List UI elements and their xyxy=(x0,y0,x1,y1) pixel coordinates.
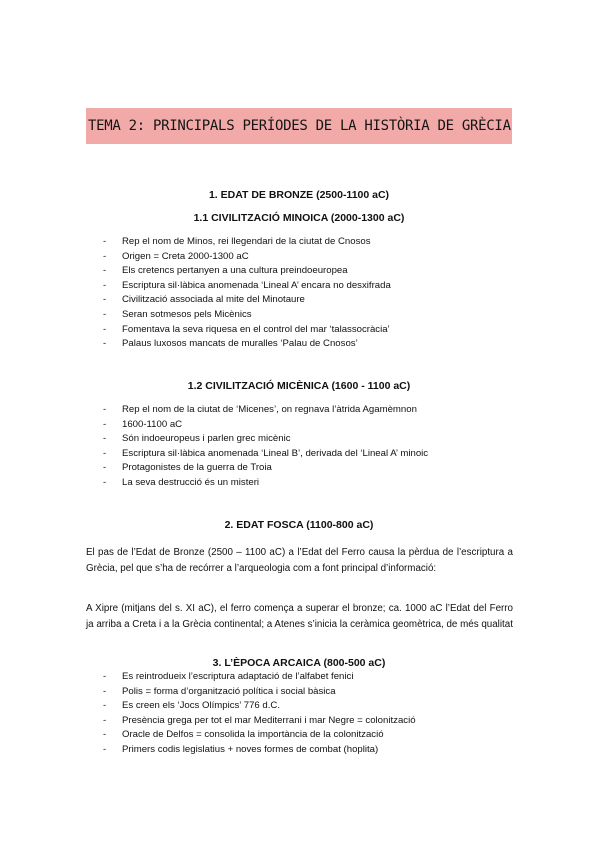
list-item: - Rep el nom de la ciutat de ‘Micenes’, on regnava l’àtrida Agamèmnon xyxy=(103,404,417,415)
list-item: - Escriptura sil·làbica anomenada ‘Lineal A’ encara no desxifrada xyxy=(103,279,391,291)
section-heading-mycenaean: 1.2 CIVILITZACIÓ MICÈNICA (1600 - 1100 aC) xyxy=(187,380,411,392)
list-item: - Seran sotmesos pels Micènics xyxy=(103,308,252,320)
list-item: - Són indoeuropeus i parlen grec micènic xyxy=(103,433,291,445)
dark-age-paragraph-2: A Xipre (mitjans del s. XI aC), el ferro comença a superar el bronze; ca. 1000 aC l’Edat del Ferro ja arriba a Creta i a la Grècia continental; a Atenes s’inicia la ceràmica geomètrica, de més qualitat xyxy=(86,603,513,630)
list-item: - Origen = Creta 2000-1300 aC xyxy=(103,250,249,262)
archaic-list xyxy=(100,670,512,758)
section-heading-dark-age: 2. EDAT FOSCA (1100-800 aC) xyxy=(224,519,374,531)
list-item: - Presència grega per tot el mar Mediterrani i mar Negre = colonització xyxy=(103,714,416,726)
list-item: - Oracle de Delfos = consolida la importància de la colonització xyxy=(103,729,384,741)
list-item: - Es creen els ‘Jocs Olímpics’ 776 d.C. xyxy=(103,700,280,712)
list-item: - Es reintrodueix l’escriptura adaptació de l’alfabet fenici xyxy=(103,671,354,682)
minoan-list xyxy=(100,235,512,352)
list-item: - La seva destrucció és un misteri xyxy=(103,476,260,488)
list-item: - Polis = forma d’organització política i social bàsica xyxy=(103,685,336,697)
list-item: - Escriptura sil·làbica anomenada ‘Lineal B’, derivada del ‘Lineal A’ minoic xyxy=(103,447,429,459)
section-heading-archaic: 3. L’ÈPOCA ARCAICA (800-500 aC) xyxy=(212,657,386,669)
list-item: - Fomentava la seva riquesa en el control del mar ‘talassocràcia’ xyxy=(103,323,390,335)
list-item: - 1600-1100 aC xyxy=(103,418,183,430)
list-item: - Primers codis legislatius + noves formes de combat (hoplita) xyxy=(103,743,379,755)
list-item: - Rep el nom de Minos, rei llegendari de la ciutat de Cnosos xyxy=(103,236,371,247)
list-item: - Els cretencs pertanyen a una cultura preindoeuropea xyxy=(103,265,348,277)
section-heading-minoan: 1.1 CIVILITZACIÓ MINOICA (2000-1300 aC) xyxy=(193,212,405,224)
section-heading-bronze-age: 1. EDAT DE BRONZE (2500-1100 aC) xyxy=(208,189,390,201)
mycenaean-list xyxy=(100,403,512,491)
list-item: - Palaus luxosos mancats de muralles ‘Palau de Cnosos’ xyxy=(103,338,358,350)
list-item: - Civilització associada al mite del Minotaure xyxy=(103,294,305,306)
page-title: TEMA 2: PRINCIPALS PERÍODES DE LA HISTÒRIA DE GRÈCIA xyxy=(88,118,511,134)
list-item: - Protagonistes de la guerra de Troia xyxy=(103,462,272,474)
dark-age-paragraph-1: El pas de l’Edat de Bronze (2500 – 1100 aC) a l’Edat del Ferro causa la pèrdua de l’escriptura a Grècia, pel que s’ha de recórrer a l’arqueologia com a font principal d’informació: xyxy=(86,547,513,574)
